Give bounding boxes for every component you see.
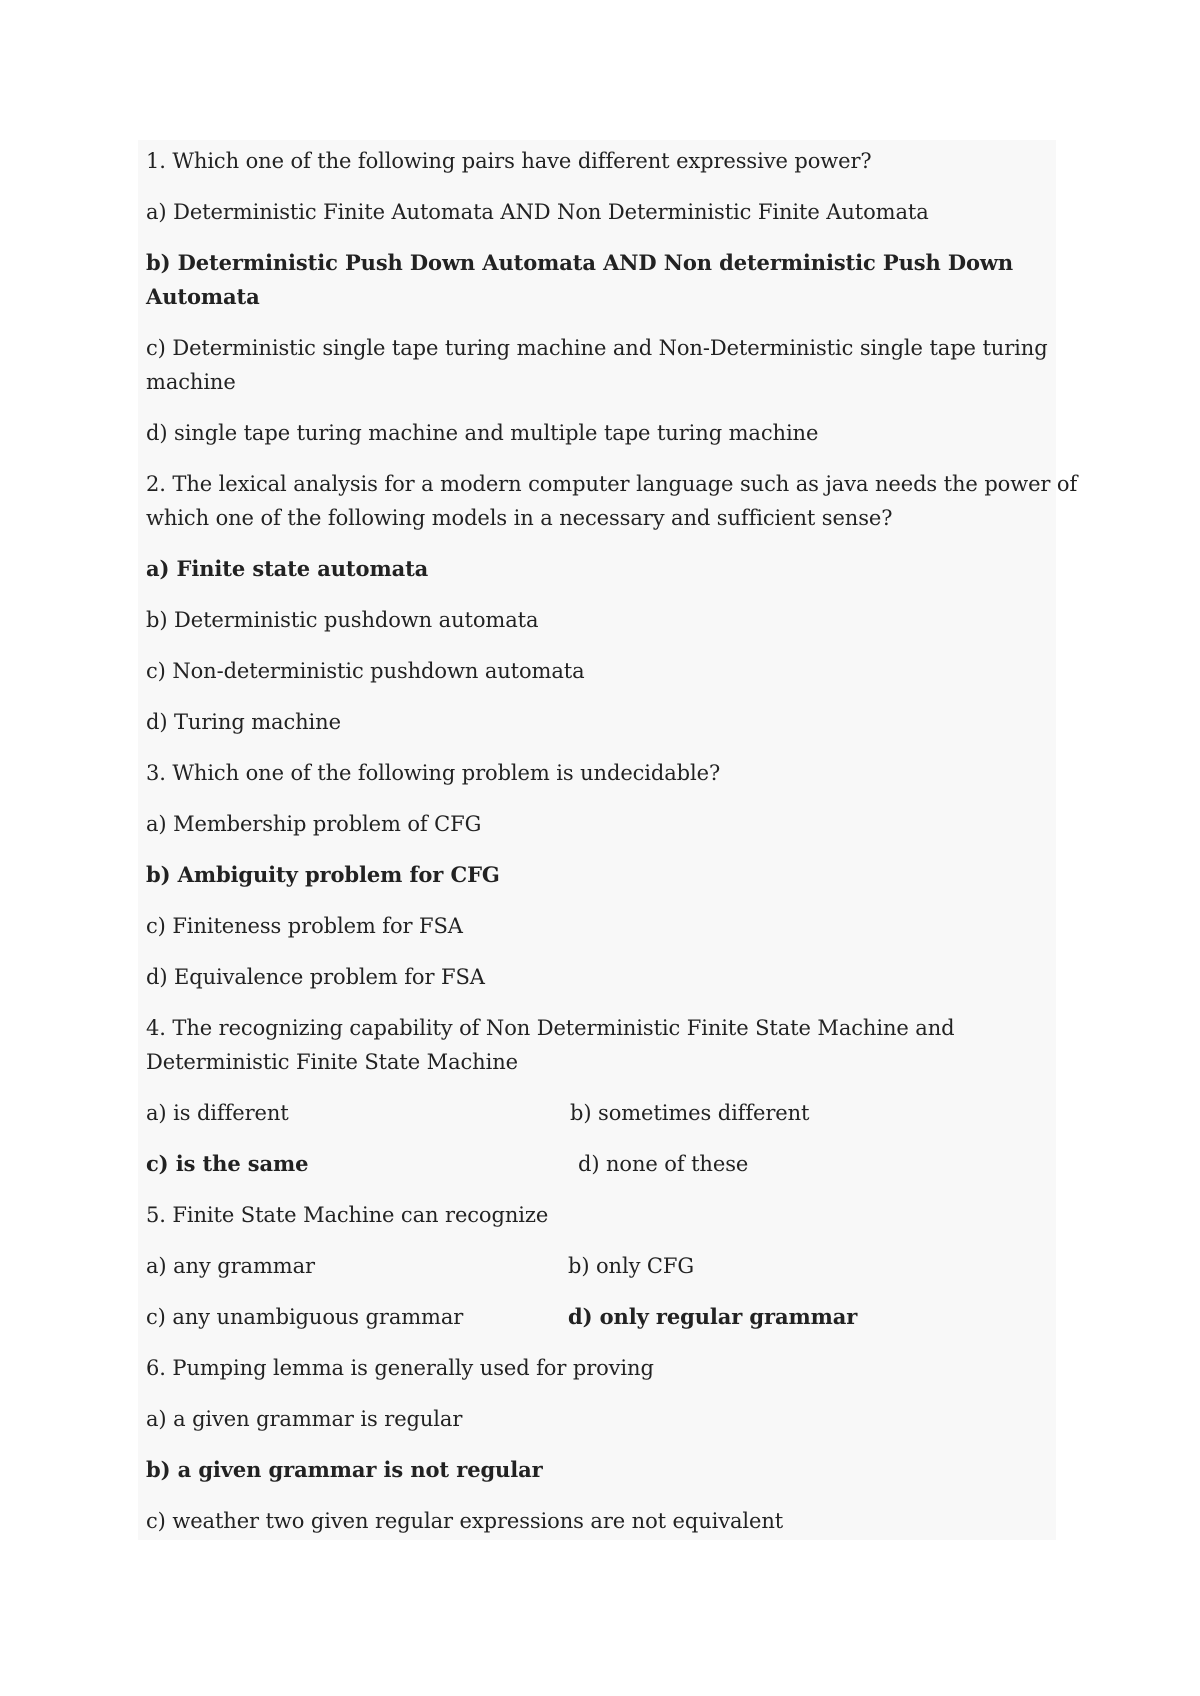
question-1-option-a: a) Deterministic Finite Automata AND Non Deterministic Finite Automata [146,200,929,224]
question-5-option-b: b) only CFG [568,1254,695,1278]
question-3-option-a: a) Membership problem of CFG [146,812,482,836]
question-6-option-a: a) a given grammar is regular [146,1407,463,1431]
question-1-option-b-answer-cont: Automata [146,284,260,309]
question-1-option-d: d) single tape turing machine and multiple tape turing machine [146,421,819,445]
question-5-stem: 5. Finite State Machine can recognize [146,1203,549,1227]
question-3-option-c: c) Finiteness problem for FSA [146,914,463,938]
question-6-option-c: c) weather two given regular expressions are not equivalent [146,1509,784,1533]
question-2-option-a-answer: a) Finite state automata [146,556,429,581]
question-2-option-c: c) Non-deterministic pushdown automata [146,659,585,683]
question-5-option-a: a) any grammar [146,1254,315,1278]
question-1-option-c: c) Deterministic single tape turing machine and Non-Deterministic single tape turing [146,336,1048,360]
question-2-stem-cont: which one of the following models in a necessary and sufficient sense? [146,506,893,530]
question-4-stem-cont: Deterministic Finite State Machine [146,1050,518,1074]
question-3-option-b-answer: b) Ambiguity problem for CFG [146,862,500,887]
question-6-stem: 6. Pumping lemma is generally used for proving [146,1356,654,1380]
question-2-stem: 2. The lexical analysis for a modern computer language such as java needs the power of [146,472,1078,496]
question-4-option-d: d) none of these [578,1152,749,1176]
question-4-option-c-answer: c) is the same [146,1151,309,1176]
question-1-stem: 1. Which one of the following pairs have different expressive power? [146,149,872,173]
question-5-option-c: c) any unambiguous grammar [146,1305,464,1329]
question-5-option-d-answer: d) only regular grammar [568,1304,858,1329]
question-6-option-b-answer: b) a given grammar is not regular [146,1457,543,1482]
question-1-option-b-answer: b) Deterministic Push Down Automata AND Non deterministic Push Down [146,250,1014,275]
question-3-option-d: d) Equivalence problem for FSA [146,965,485,989]
question-3-stem: 3. Which one of the following problem is undecidable? [146,761,721,785]
question-2-option-d: d) Turing machine [146,710,341,734]
question-4-option-b: b) sometimes different [570,1101,810,1125]
question-2-option-b: b) Deterministic pushdown automata [146,608,539,632]
question-4-option-a: a) is different [146,1101,289,1125]
question-4-stem: 4. The recognizing capability of Non Deterministic Finite State Machine and [146,1016,955,1040]
question-1-option-c-cont: machine [146,370,236,394]
